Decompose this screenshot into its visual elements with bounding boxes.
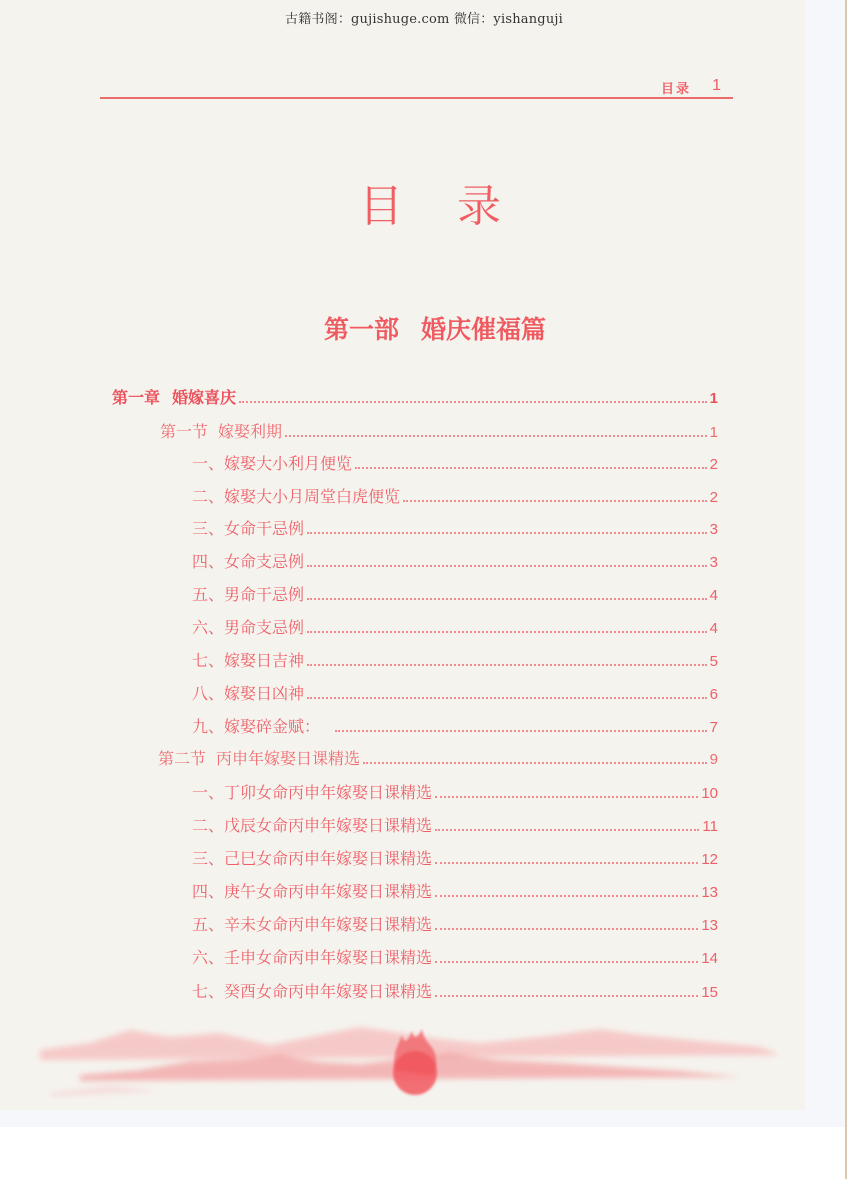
toc-entry-item[interactable] [192,979,718,1002]
toc-label: 七、 [192,982,225,1001]
toc-label: 九、 [192,717,225,736]
part-label: 第一部 [323,315,399,344]
toc-label: 二、 [192,487,225,506]
toc-page-number: 1 [709,390,718,407]
watermark: 古籍书阁：gujishuge.com 微信：yishanguji [285,12,563,27]
toc-entry-item[interactable] [192,714,718,737]
toc-title: 嫁娶大小月周堂白虎便览 [224,487,401,506]
dot-leader [307,664,707,666]
toc-page-number: 5 [709,653,718,670]
dot-leader [435,829,699,831]
dot-leader [435,862,698,864]
toc-entry-item[interactable] [192,582,718,605]
toc-label: 一、 [192,783,225,802]
toc-title: 丙申年嫁娶日课精选 [216,749,361,768]
toc-page-number: 14 [701,950,718,967]
toc-page-number: 11 [702,818,718,835]
toc-title: 己巳女命丙申年嫁娶日课精选 [224,849,433,868]
toc-page-number: 10 [701,785,718,802]
toc-page-number: 1 [709,424,718,441]
toc-entry-section[interactable] [160,419,718,442]
toc-page-number: 12 [701,851,718,868]
toc-entry-item[interactable] [192,780,718,803]
dot-leader [307,565,707,567]
toc-page-number: 7 [709,719,718,736]
toc-label: 四、 [192,552,225,571]
toc-label: 二、 [192,816,225,835]
toc-title: 嫁娶碎金赋： [224,717,321,736]
toc-entry-item[interactable] [192,912,718,935]
toc-title: 嫁娶日吉神 [224,651,305,670]
toc-page-number: 9 [709,751,718,768]
toc-page-number: 4 [709,587,718,604]
dot-leader [403,500,707,502]
toc-title: 辛未女命丙申年嫁娶日课精选 [224,915,433,934]
dot-leader [355,467,707,469]
toc-title: 嫁娶日凶神 [224,684,305,703]
toc-entry-item[interactable] [192,879,718,902]
toc-label: 第一章 [112,388,161,407]
toc-title: 男命干忌例 [224,585,305,604]
toc-entry-item[interactable] [192,451,718,474]
toc-page-number: 4 [709,620,718,637]
toc-page-number: 3 [709,521,718,538]
toc-title: 丁卯女命丙申年嫁娶日课精选 [224,783,433,802]
toc-entry-item[interactable] [192,813,718,836]
dot-leader [335,730,707,732]
toc-label: 三、 [192,849,225,868]
dot-leader [239,401,707,403]
toc-entry-item[interactable] [192,484,718,507]
toc-title: 女命干忌例 [224,519,305,538]
toc-title: 癸酉女命丙申年嫁娶日课精选 [224,982,433,1001]
toc-label: 六、 [192,618,225,637]
toc-page-number: 6 [709,686,718,703]
toc-entry-item[interactable] [192,615,718,638]
toc-label: 三、 [192,519,225,538]
part-title: 婚庆催福篇 [421,315,547,344]
toc-title: 嫁娶利期 [218,422,283,441]
toc-label: 七、 [192,651,225,670]
toc-title: 庚午女命丙申年嫁娶日课精选 [224,882,433,901]
dot-leader [307,532,707,534]
toc-title: 嫁娶大小利月便览 [224,454,353,473]
dot-leader [435,796,698,798]
dot-leader [435,895,698,897]
running-header-title: 目录 [660,82,691,97]
toc-entry-section[interactable] [158,746,718,769]
dot-leader [435,995,698,997]
dot-leader [435,961,698,963]
toc-label: 第二节 [158,749,207,768]
dot-leader [307,631,707,633]
toc-label: 八、 [192,684,225,703]
toc-entry-item[interactable] [192,945,718,968]
page-title: 目 录 [359,181,521,232]
toc-label: 一、 [192,454,225,473]
toc-entry-item[interactable] [192,681,718,704]
toc-label: 六、 [192,948,225,967]
dot-leader [307,697,707,699]
dot-leader [363,762,707,764]
toc-page-number: 15 [701,984,718,1001]
toc-label: 四、 [192,882,225,901]
toc-title: 女命支忌例 [224,552,305,571]
toc-title: 戊辰女命丙申年嫁娶日课精选 [224,816,433,835]
toc-label: 第一节 [160,422,209,441]
toc-page-number: 3 [709,554,718,571]
toc-title: 婚嫁喜庆 [172,388,237,407]
running-header-page-number: 1 [712,77,721,94]
toc-title: 男命支忌例 [224,618,305,637]
dot-leader [307,598,707,600]
dot-leader [285,435,707,437]
toc-entry-chapter[interactable] [112,385,718,408]
toc-entry-item[interactable] [192,846,718,869]
dot-leader [435,928,698,930]
toc-entry-item[interactable] [192,516,718,539]
mountains-and-red-sun-icon [20,1015,790,1110]
toc-page-number: 13 [701,884,718,901]
toc-label: 五、 [192,915,225,934]
toc-entry-item[interactable] [192,648,718,671]
toc-label: 五、 [192,585,225,604]
toc-page-number: 2 [709,489,718,506]
toc-page-number: 2 [709,456,718,473]
toc-title: 壬申女命丙申年嫁娶日课精选 [224,948,433,967]
toc-page-number: 13 [701,917,718,934]
toc-entry-item[interactable] [192,549,718,572]
